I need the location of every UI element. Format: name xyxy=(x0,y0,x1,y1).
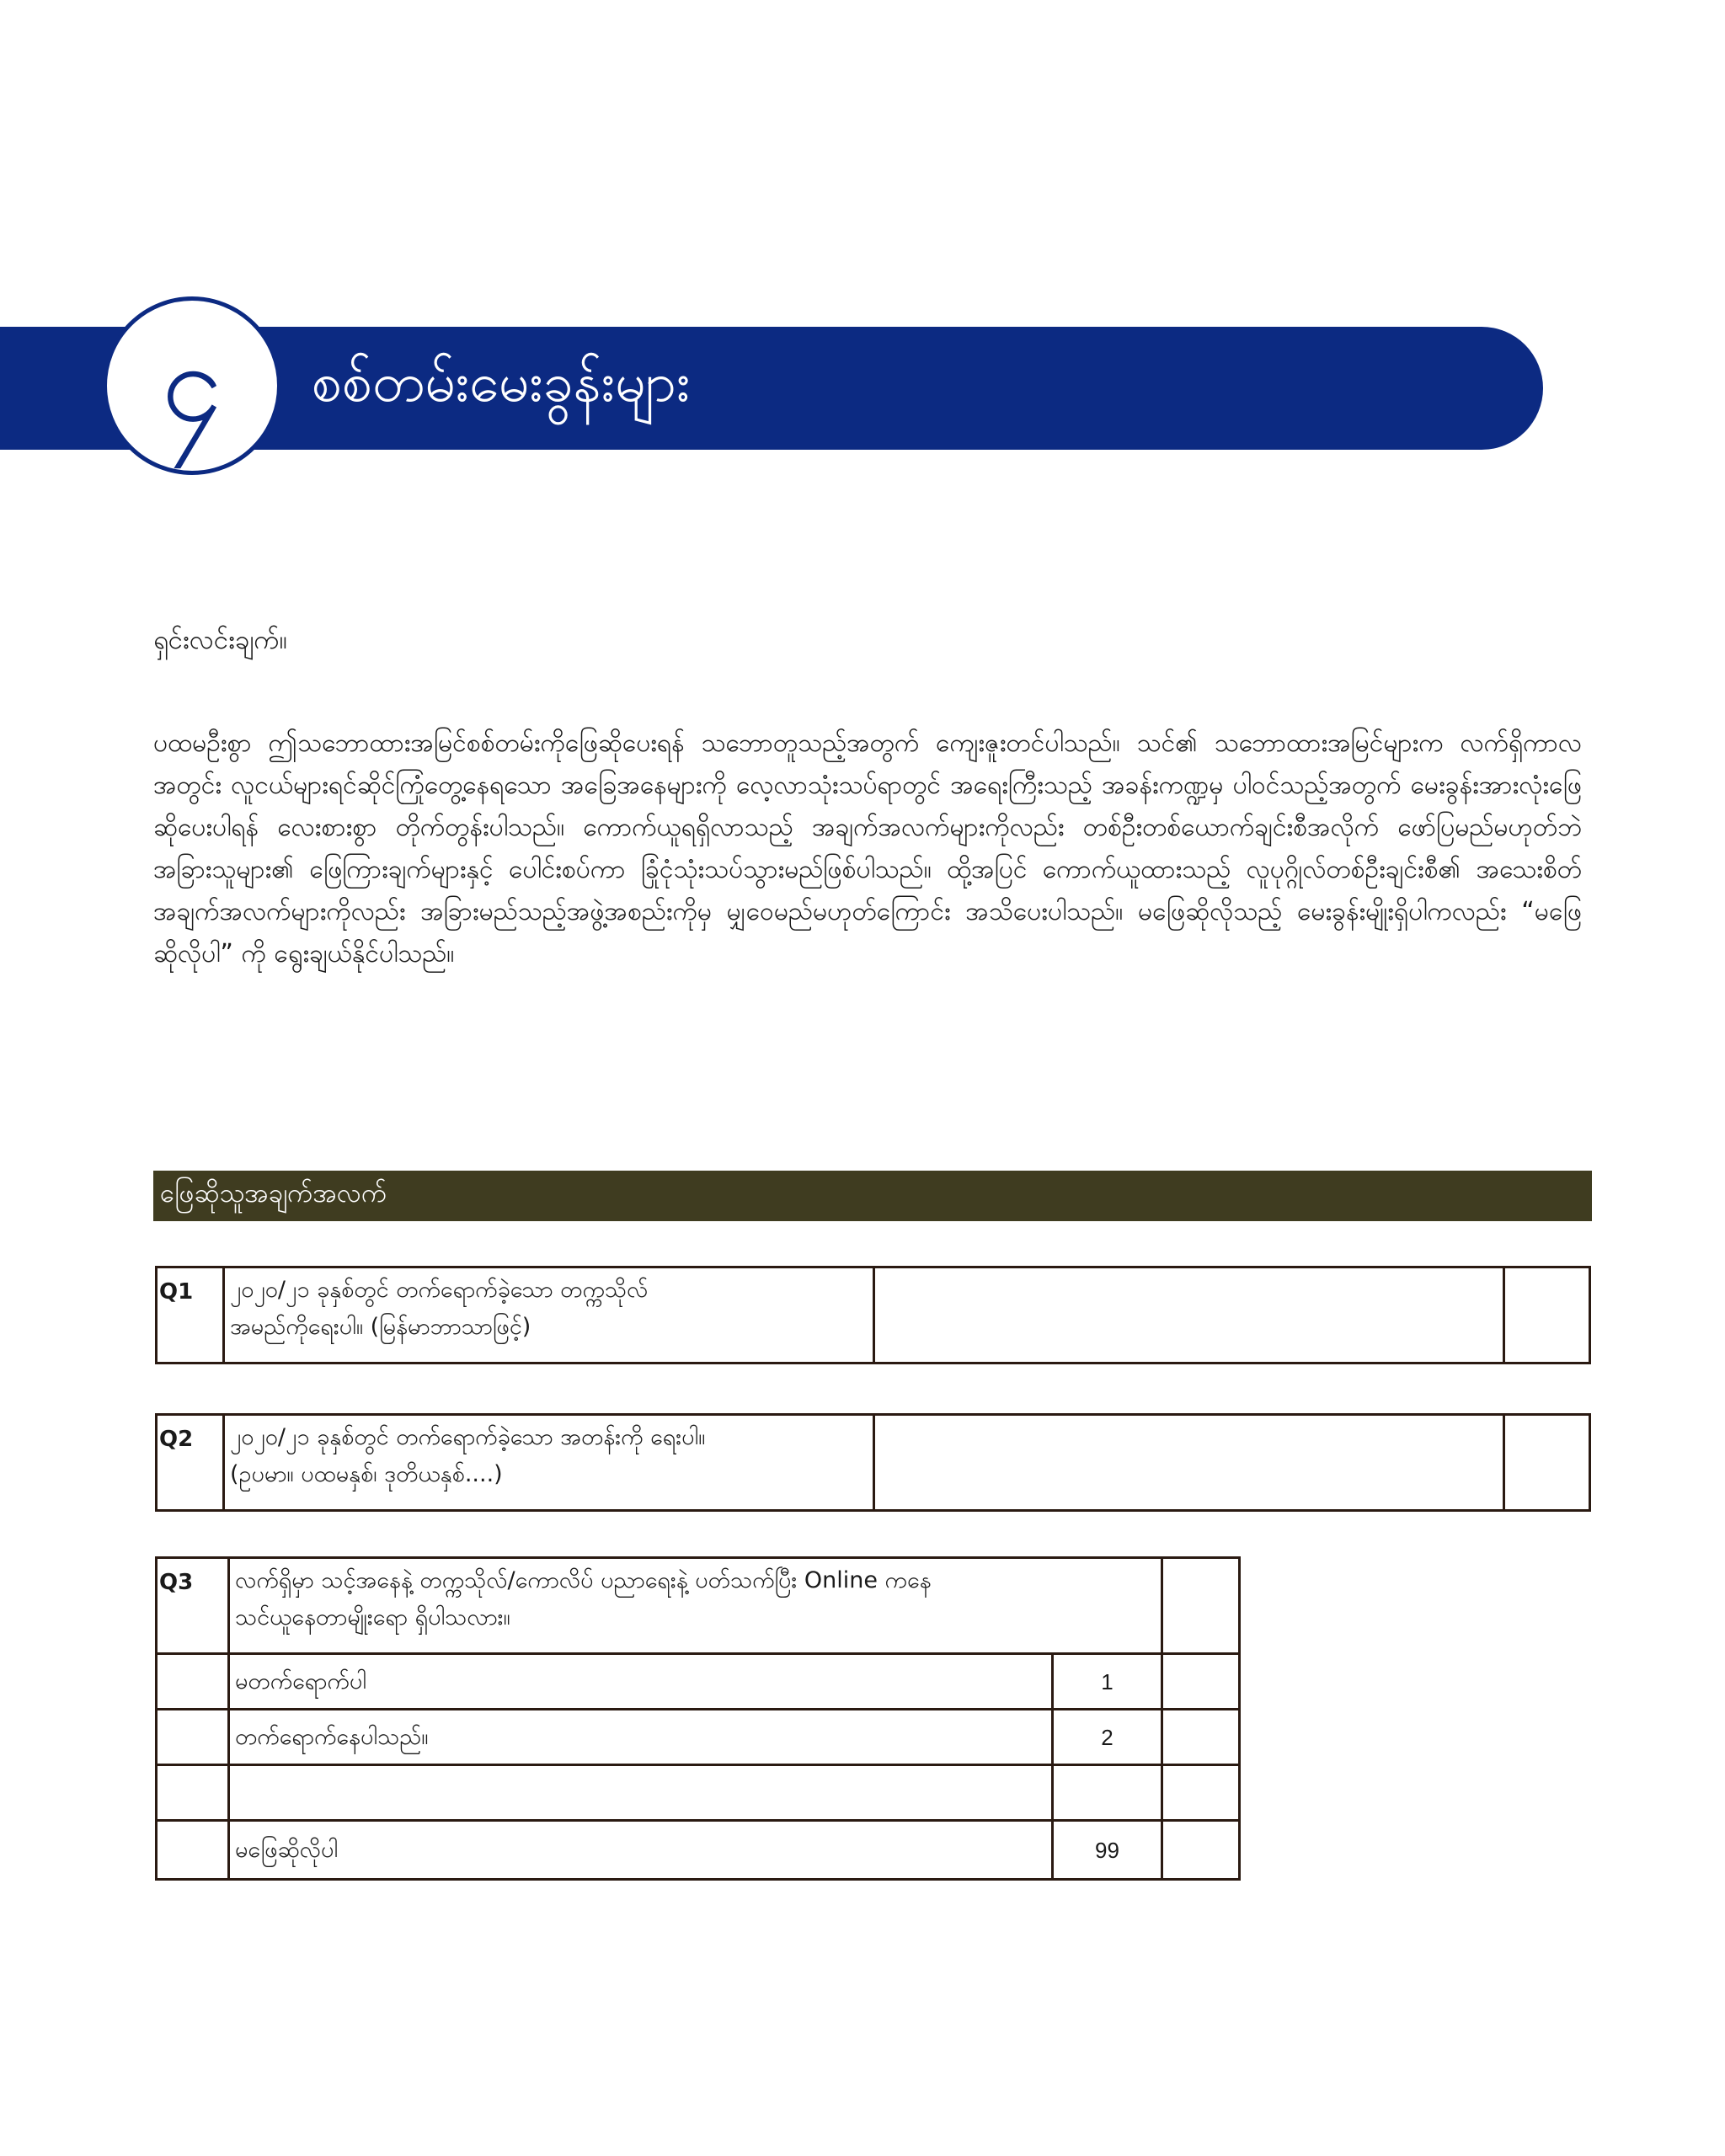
question-text-line: လက်ရှိမှာ သင့်အနေနဲ့ တက္ကသိုလ်/ကောလိပ် ပညာရေးနဲ့ ပတ်သက်ပြီး Online ကနေ xyxy=(235,1567,932,1593)
option-code xyxy=(1053,1765,1162,1821)
question-id: Q1 xyxy=(157,1267,224,1364)
blank-cell xyxy=(157,1765,229,1821)
question-id: Q2 xyxy=(157,1415,224,1511)
option-check-cell[interactable] xyxy=(1162,1710,1240,1765)
option-label xyxy=(229,1765,1053,1821)
blank-cell xyxy=(157,1821,229,1880)
answer-field-q1[interactable] xyxy=(874,1267,1504,1364)
question-text xyxy=(229,1558,1162,1654)
option-check-cell[interactable] xyxy=(1162,1654,1240,1710)
blank-cell xyxy=(157,1710,229,1765)
chapter-number-badge xyxy=(103,296,281,475)
option-label[interactable]: မဖြေဆိုလိုပါ xyxy=(229,1821,1053,1880)
question-text-line: (ဥပမာ။ ပထမနှစ်၊ ဒုတိယနှစ်....) xyxy=(230,1461,503,1487)
question-table-q3 xyxy=(155,1556,1241,1881)
code-cell-q1 xyxy=(1504,1267,1590,1364)
chapter-number: ၄ xyxy=(161,318,223,446)
question-text-line: ၂၀၂၀/၂၁ ခုနှစ်တွင် တက်ရောက်ခဲ့သော အတန်းကို ရေးပါ။ xyxy=(230,1424,706,1450)
blank-cell xyxy=(157,1654,229,1710)
option-check-cell[interactable] xyxy=(1162,1821,1240,1880)
question-id: Q3 xyxy=(157,1558,229,1654)
question-text xyxy=(224,1267,874,1364)
question-text-line: သင်ယူနေတာမျိုးရော ရှိပါသလား။ xyxy=(235,1604,510,1630)
option-check-cell xyxy=(1162,1765,1240,1821)
code-cell-q2 xyxy=(1504,1415,1590,1511)
blank-cell xyxy=(1162,1558,1240,1654)
chapter-title: စစ်တမ်းမေးခွန်းများ xyxy=(312,352,691,414)
option-label[interactable]: တက်ရောက်နေပါသည်။ xyxy=(229,1710,1053,1765)
answer-field-q2[interactable] xyxy=(874,1415,1504,1511)
section-title-bar: ဖြေဆိုသူအချက်အလက် xyxy=(153,1171,1592,1221)
option-code: 99 xyxy=(1053,1821,1162,1880)
option-code: 1 xyxy=(1053,1654,1162,1710)
question-text-line: ၂၀၂၀/၂၁ ခုနှစ်တွင် တက်ရောက်ခဲ့သော တက္ကသိုလ် xyxy=(230,1277,649,1303)
question-table-q1 xyxy=(155,1266,1591,1364)
intro-paragraph: ပထမဦးစွာ ဤသဘောထားအမြင်စစ်တမ်းကိုဖြေဆိုပေးရန် သဘောတူသည့်အတွက် ကျေးဇူးတင်ပါသည်။ သင်၏ သဘောထားအမြင်များက လက်ရှိကာလအတွင်း လူငယ်များရင်ဆိုင်ကြုံတွေ့နေရသော အခြေအနေများကို လေ့လာသုံးသပ်ရာတွင် အရေးကြီးသည့် အခန်းကဏ္ဍမှ ပါဝင်သည့်အတွက် မေးခွန်းအားလုံးဖြေဆိုပေးပါရန် လေးစားစွာ တိုက်တွန်းပါသည်။ ကောက်ယူရရှိလာသည့် အချက်အလက်များကိုလည်း တစ်ဦးတစ်ယောက်ချင်းစီအလိုက် ဖော်ပြမည်မဟုတ်ဘဲ အခြားသူများ၏ ဖြေကြားချက်များနှင့် ပေါင်းစပ်ကာ ခြုံငုံသုံးသပ်သွားမည်ဖြစ်ပါသည်။ ထို့အပြင် ကောက်ယူထားသည့် လူပုဂ္ဂိုလ်တစ်ဦးချင်းစီ၏ အသေးစိတ်အချက်အလက်များကိုလည်း အခြားမည်သည့်အဖွဲ့အစည်းကိုမှ မျှဝေမည်မဟုတ်ကြောင်း အသိပေးပါသည်။ မဖြေဆိုလိုသည့် မေးခွန်းမျိုးရှိပါကလည်း “မဖြေဆိုလိုပါ” ကို ရွေးချယ်နိုင်ပါသည်။ xyxy=(153,728,1582,969)
intro-heading: ရှင်းလင်းချက်။ xyxy=(153,625,288,655)
question-table-q2 xyxy=(155,1413,1591,1512)
option-code: 2 xyxy=(1053,1710,1162,1765)
question-text-line: အမည်ကိုရေးပါ။ (မြန်မာဘာသာဖြင့်) xyxy=(230,1314,531,1340)
option-label[interactable]: မတက်ရောက်ပါ xyxy=(229,1654,1053,1710)
question-text xyxy=(224,1415,874,1511)
